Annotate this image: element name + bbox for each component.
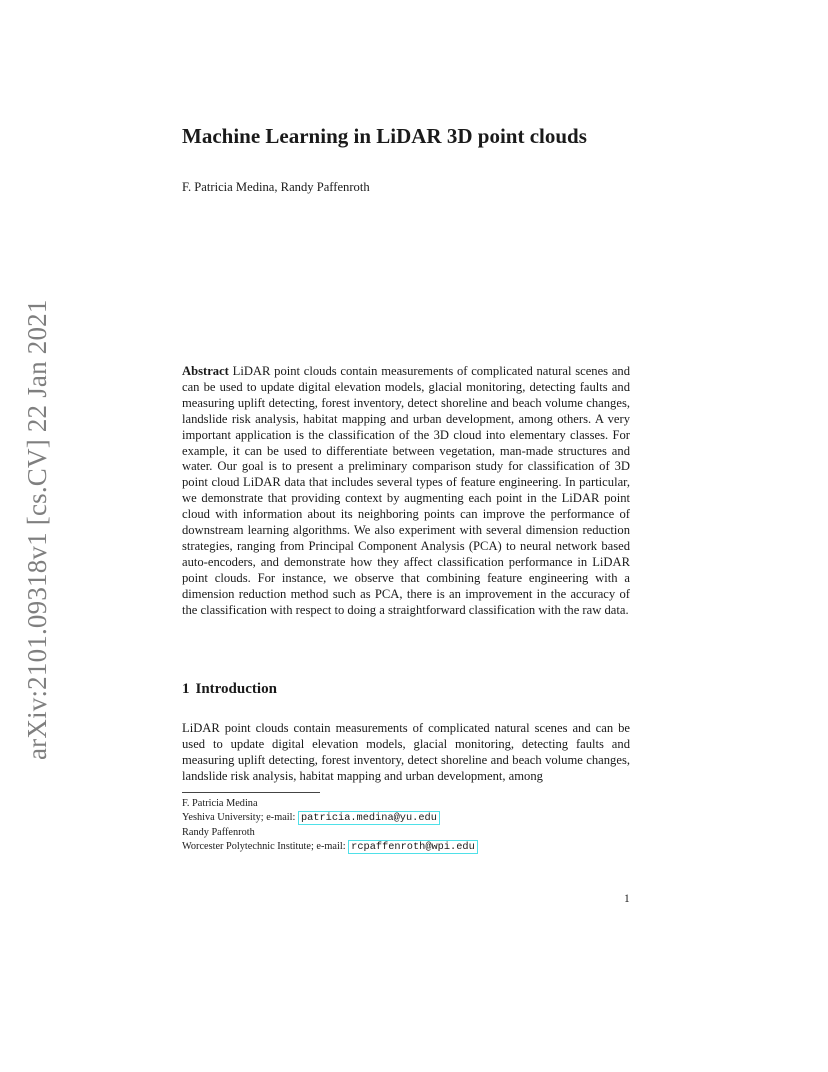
section-number: 1 xyxy=(182,681,190,697)
author1-email-link[interactable]: patricia.medina@yu.edu xyxy=(298,811,440,825)
abstract-text: LiDAR point clouds contain measurements of complicated natural scenes and can be used to update digital elevation models, glacial monitoring, detecting faults and measuring uplift detecting, forest inventory, detect shoreline and beach volume changes, landslide risk analysis, habitat mapping and urban development, among others. A very important application is the classification of the 3D cloud into elementary classes. For example, it can be used to differentiate between vegetation, man-made structures and water. Our goal is to present a preliminary comparison study for classification of 3D point cloud LiDAR data that includes several types of feature engineering. In particular, we demonstrate that providing context by augmenting each point in the LiDAR point cloud with information about its neighboring points can improve the performance of downstream learning algorithms. We also experiment with several dimension reduction strategies, ranging from Principal Component Analysis (PCA) to neural network based auto-encoders, and demonstrate how they affect classification performance in LiDAR point clouds. For instance, we observe that combining feature engineering with a dimension reduction method such as PCA, there is an improvement in the accuracy of the classification with respect to doing a straightforward classification with the raw data. xyxy=(182,364,630,617)
footnote-author2-name: Randy Paffenroth xyxy=(182,826,255,838)
author2-email-link[interactable]: rcpaffenroth@wpi.edu xyxy=(348,840,478,854)
abstract-label: Abstract xyxy=(182,364,229,378)
footnote-rule xyxy=(182,792,320,793)
footnote-author1-affiliation xyxy=(182,811,478,825)
author2-affiliation-text: Worcester Polytechnic Institute; e-mail: xyxy=(182,840,349,852)
footnotes xyxy=(182,797,478,854)
author1-affiliation-text: Yeshiva University; e-mail: xyxy=(182,812,298,824)
footnote-author1-name: F. Patricia Medina xyxy=(182,798,258,809)
footnote-author2-affiliation xyxy=(182,840,478,854)
section-title: Introduction xyxy=(195,681,277,697)
page-number: 1 xyxy=(624,893,630,905)
section-heading xyxy=(182,681,277,698)
paper-title: Machine Learning in LiDAR 3D point clouds xyxy=(182,124,587,148)
introduction-text: LiDAR point clouds contain measurements of complicated natural scenes and can be used to update digital elevation models, glacial monitoring, detecting faults and measuring uplift detecting, forest inventory, detect shoreline and beach volume changes, landslide risk analysis, habitat mapping and urban development, among xyxy=(182,721,630,783)
abstract xyxy=(182,364,630,619)
arxiv-identifier[interactable]: arXiv:2101.09318v1 [cs.CV] 22 Jan 2021 xyxy=(22,299,52,760)
author-list: F. Patricia Medina, Randy Paffenroth xyxy=(182,180,370,194)
